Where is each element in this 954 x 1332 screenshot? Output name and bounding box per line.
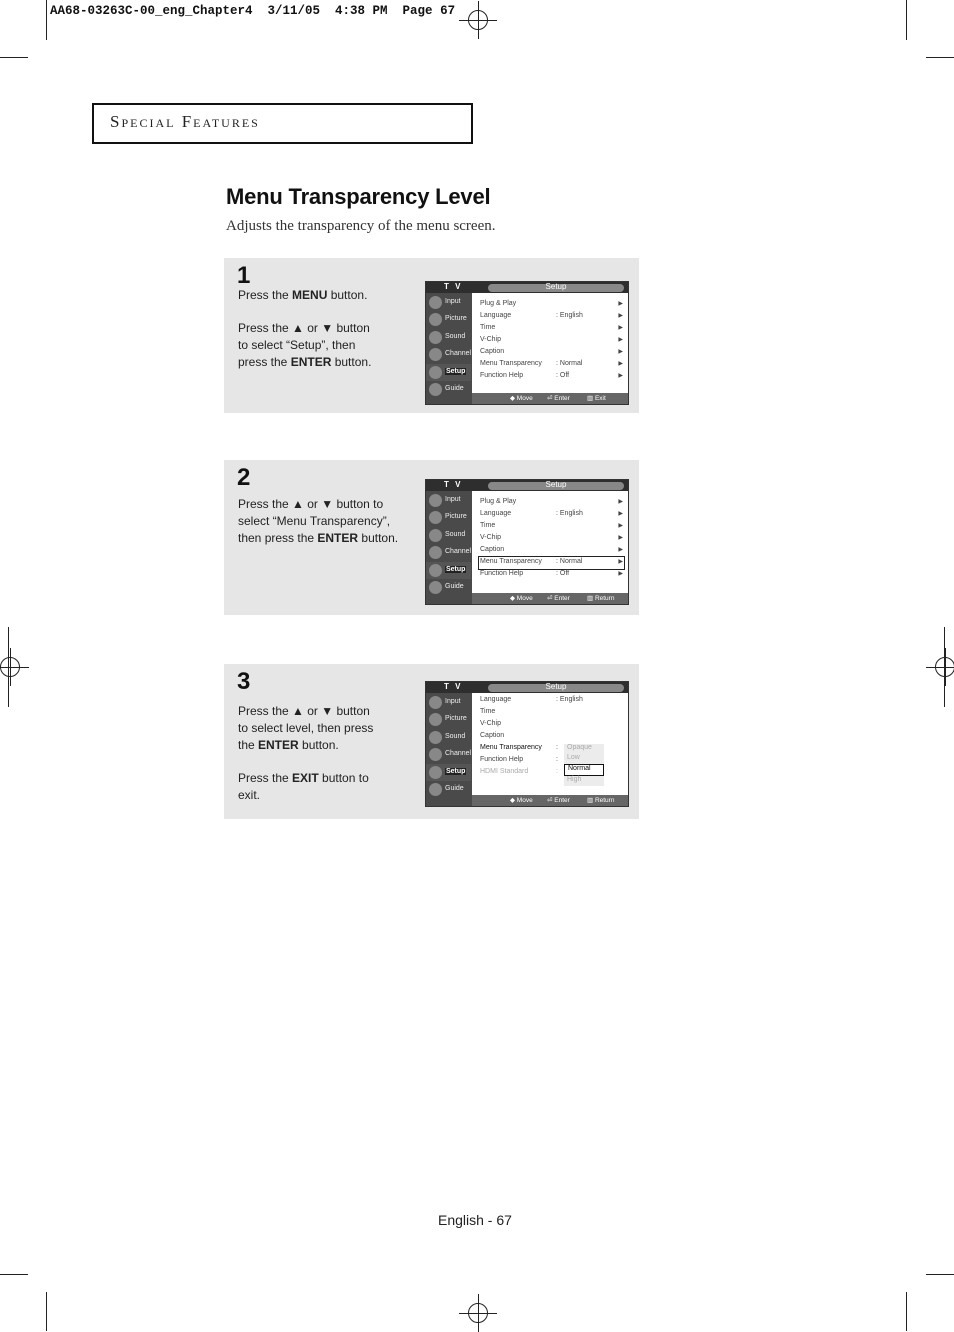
tv-sidebar-label: Sound <box>445 530 466 538</box>
button-name: ENTER <box>258 738 299 752</box>
tv-sidebar-item-picture[interactable] <box>426 311 471 328</box>
print-slug: AA68-03263C-00_eng_Chapter4 3/11/05 4:38 PM Page 67 <box>50 4 456 18</box>
tv-sidebar-label: Picture <box>445 513 467 521</box>
tv-sidebar-item-sound[interactable] <box>426 527 471 544</box>
tv-sidebar <box>426 294 471 398</box>
tv-menu-row-value: : English <box>556 312 583 319</box>
right-arrow-icon: ▶ <box>618 301 623 307</box>
tv-sidebar-item-guide[interactable] <box>426 579 471 596</box>
registration-mark-icon <box>468 10 488 30</box>
step-instructions <box>238 496 403 563</box>
picture-icon <box>429 313 442 326</box>
tv-menu-row[interactable] <box>480 696 623 706</box>
tv-label: T V <box>444 480 463 489</box>
tv-sidebar-label: Input <box>445 298 461 305</box>
tv-menu-row-value: : Normal <box>556 360 583 367</box>
tv-label: T V <box>444 682 463 691</box>
back-hint: ▥ Return <box>587 595 615 602</box>
tv-menu-row-label: HDMI Standard <box>480 768 529 775</box>
right-arrow-icon: ▶ <box>618 499 623 505</box>
crop-mark <box>926 1274 954 1275</box>
tv-menu-row[interactable] <box>480 732 623 742</box>
tv-menu-row-label: Time <box>480 708 496 715</box>
tv-menu-row-label: Time <box>480 522 496 529</box>
tv-sidebar-label: Guide <box>445 784 464 792</box>
instruction-text: Press the ▲ or ▼ button to select level, then press the <box>238 704 374 752</box>
tv-sidebar-label: Setup <box>446 767 466 775</box>
instruction-text: button. <box>327 288 368 302</box>
picture-icon <box>429 511 442 524</box>
tv-menu-row[interactable] <box>480 546 623 556</box>
page-subtitle: Adjusts the transparency of the menu screen. <box>226 218 496 234</box>
crop-mark <box>0 57 28 58</box>
guide-icon <box>429 383 442 396</box>
instruction-text: button to exit. <box>238 771 369 802</box>
tv-menu-tab-label: Setup <box>545 682 567 691</box>
crop-mark <box>46 1292 47 1331</box>
right-arrow-icon: ▶ <box>618 547 623 553</box>
tv-menu-row[interactable] <box>480 372 623 382</box>
tv-sidebar-item-setup[interactable] <box>426 364 471 381</box>
registration-mark-icon <box>468 1303 488 1323</box>
tv-menu-row[interactable] <box>480 534 623 544</box>
tv-sidebar-label: Setup <box>446 565 466 573</box>
tv-sidebar-label: Input <box>445 698 461 705</box>
tv-menu-screen <box>425 281 629 405</box>
input-icon <box>429 494 442 507</box>
tv-menu-footer <box>472 393 628 404</box>
setup-icon <box>429 564 442 577</box>
tv-menu-content <box>472 491 628 595</box>
tv-menu-row-label: V-Chip <box>480 720 502 727</box>
enter-hint: ⏎ Enter <box>547 595 570 602</box>
section-header: Special Features <box>110 112 260 131</box>
step-panel-3 <box>224 664 639 819</box>
tv-sidebar-item-setup[interactable] <box>426 562 471 579</box>
step-instructions <box>238 287 378 387</box>
tv-menu-row[interactable] <box>480 720 623 730</box>
tv-menu-tab-label: Setup <box>545 282 567 291</box>
tv-menu-row-label: V-Chip <box>480 534 502 541</box>
right-arrow-icon: ▶ <box>618 571 623 577</box>
move-hint: ◆ Move <box>510 395 533 402</box>
step-number: 3 <box>237 668 251 695</box>
right-arrow-icon: ▶ <box>618 511 623 517</box>
tv-sidebar-label: Channel <box>445 548 472 556</box>
tv-sidebar-label: Guide <box>445 582 464 590</box>
right-arrow-icon: ▶ <box>618 373 623 379</box>
step-instructions <box>238 703 378 820</box>
tv-menu-row-value: : <box>556 768 558 775</box>
tv-sidebar-item-input[interactable] <box>426 694 471 711</box>
tv-sidebar <box>426 492 471 596</box>
button-name: ENTER <box>317 531 359 545</box>
tv-menu-tab <box>488 482 624 490</box>
tv-menu-row-label: Menu Transparency <box>480 558 542 565</box>
tv-menu-screen <box>425 681 629 807</box>
button-name: MENU <box>292 288 328 302</box>
tv-menu-row-label: Function Help <box>480 372 524 379</box>
tv-menu-row-label: Menu Transparency <box>480 744 542 751</box>
tv-sidebar-item-picture[interactable] <box>426 711 471 728</box>
right-arrow-icon: ▶ <box>618 361 623 367</box>
sound-icon <box>429 731 442 744</box>
tv-sidebar-item-channel[interactable] <box>426 544 471 561</box>
guide-icon <box>429 581 442 594</box>
tv-menu-row-label: Caption <box>480 732 505 739</box>
tv-menu-row-label: Plug & Play <box>480 300 517 307</box>
guide-icon <box>429 783 442 796</box>
channel-icon <box>429 748 442 761</box>
tv-menu-row-label: Function Help <box>480 570 524 577</box>
tv-sidebar-item-picture[interactable] <box>426 509 471 526</box>
registration-mark-icon <box>935 657 954 677</box>
tv-menu-row[interactable] <box>480 498 623 508</box>
crop-mark <box>926 57 954 58</box>
tv-menu-row-label: Caption <box>480 348 505 355</box>
tv-menu-row[interactable] <box>480 360 623 370</box>
transparency-option[interactable]: Low <box>564 754 604 764</box>
crop-mark <box>46 0 47 40</box>
page-footer: English - 67 <box>438 1212 512 1228</box>
step-paragraph <box>238 496 403 547</box>
tv-sidebar-label: Guide <box>445 384 464 392</box>
tv-menu-content <box>472 293 628 395</box>
sound-icon <box>429 331 442 344</box>
tv-sidebar-item-input[interactable] <box>426 492 471 509</box>
tv-sidebar-item-sound[interactable] <box>426 729 471 746</box>
back-hint: ▥ Exit <box>587 395 606 402</box>
instruction-text: button. <box>298 738 339 752</box>
tv-menu-row-label: Language <box>480 312 512 319</box>
transparency-option[interactable]: Normal <box>564 764 604 776</box>
section-header-box <box>92 103 473 144</box>
sound-icon <box>429 529 442 542</box>
step-number: 1 <box>237 262 251 289</box>
tv-sidebar-label: Sound <box>445 332 466 340</box>
step-panel-1 <box>224 258 639 413</box>
tv-menu-row[interactable] <box>480 558 623 568</box>
move-hint: ◆ Move <box>510 595 533 602</box>
crop-mark <box>0 1274 28 1275</box>
tv-sidebar-item-setup[interactable] <box>426 764 471 781</box>
tv-menu-row[interactable] <box>480 348 623 358</box>
step-paragraph <box>238 770 378 804</box>
tv-menu-header <box>426 682 628 693</box>
tv-menu-row[interactable] <box>480 300 623 310</box>
tv-menu-row-value: : <box>556 756 558 763</box>
registration-mark-icon <box>0 657 20 677</box>
tv-menu-row-label: Language <box>480 510 512 517</box>
crop-mark <box>906 1292 907 1331</box>
right-arrow-icon: ▶ <box>618 325 623 331</box>
tv-menu-row-value: : English <box>556 696 583 703</box>
step-number: 2 <box>237 464 251 491</box>
crop-mark <box>906 0 907 40</box>
channel-icon <box>429 546 442 559</box>
tv-menu-row[interactable] <box>480 522 623 532</box>
tv-sidebar-item-guide[interactable] <box>426 781 471 798</box>
tv-menu-tab <box>488 284 624 292</box>
step-paragraph <box>238 703 378 754</box>
tv-menu-row[interactable] <box>480 336 623 346</box>
input-icon <box>429 296 442 309</box>
tv-sidebar-label: Picture <box>445 715 467 723</box>
tv-menu-row[interactable] <box>480 312 623 322</box>
picture-icon <box>429 713 442 726</box>
tv-menu-row[interactable] <box>480 570 623 580</box>
page-title: Menu Transparency Level <box>226 184 491 209</box>
step-paragraph <box>238 287 378 304</box>
move-hint: ◆ Move <box>510 797 533 804</box>
instruction-text: button. <box>358 531 399 545</box>
tv-sidebar <box>426 694 471 798</box>
tv-menu-footer <box>472 593 628 604</box>
tv-menu-content <box>472 693 628 797</box>
tv-menu-tab <box>488 684 624 692</box>
right-arrow-icon: ▶ <box>618 337 623 343</box>
right-arrow-icon: ▶ <box>618 313 623 319</box>
button-name: EXIT <box>292 771 319 785</box>
tv-sidebar-item-channel[interactable] <box>426 346 471 363</box>
tv-menu-row-value: : Off <box>556 570 570 577</box>
tv-sidebar-label: Setup <box>446 367 466 375</box>
transparency-option[interactable]: High <box>564 776 604 786</box>
tv-menu-row-label: Plug & Play <box>480 498 517 505</box>
right-arrow-icon: ▶ <box>618 559 623 565</box>
tv-sidebar-label: Channel <box>445 350 472 358</box>
tv-menu-row-value: : Normal <box>556 558 583 565</box>
tv-menu-row[interactable] <box>480 708 623 718</box>
right-arrow-icon: ▶ <box>618 523 623 529</box>
enter-hint: ⏎ Enter <box>547 395 570 402</box>
instruction-text: Press the <box>238 288 293 302</box>
transparency-options <box>564 744 604 786</box>
tv-menu-row-label: Time <box>480 324 496 331</box>
tv-menu-footer <box>472 795 628 806</box>
tv-menu-row[interactable] <box>480 510 623 520</box>
tv-sidebar-label: Picture <box>445 315 467 323</box>
tv-menu-tab-label: Setup <box>545 480 567 489</box>
tv-menu-row-value: : Off <box>556 372 570 379</box>
tv-menu-row-value: : English <box>556 510 583 517</box>
tv-menu-screen <box>425 479 629 605</box>
tv-sidebar-item-channel[interactable] <box>426 746 471 763</box>
enter-hint: ⏎ Enter <box>547 797 570 804</box>
tv-menu-row-value: : <box>556 744 558 751</box>
tv-sidebar-item-sound[interactable] <box>426 329 471 346</box>
tv-menu-row-label: Function Help <box>480 756 524 763</box>
tv-sidebar-label: Input <box>445 496 461 503</box>
channel-icon <box>429 348 442 361</box>
setup-icon <box>429 766 442 779</box>
input-icon <box>429 696 442 709</box>
transparency-option[interactable]: Opaque <box>564 744 604 754</box>
tv-menu-header <box>426 480 628 491</box>
tv-sidebar-item-input[interactable] <box>426 294 471 311</box>
right-arrow-icon: ▶ <box>618 535 623 541</box>
button-name: ENTER <box>290 355 332 369</box>
tv-menu-row-label: Menu Transparency <box>480 360 542 367</box>
setup-icon <box>429 366 442 379</box>
instruction-text: Press the ▲ or ▼ button to select “Menu Transparency”, then press the <box>238 497 391 545</box>
tv-sidebar-label: Sound <box>445 732 466 740</box>
tv-label: T V <box>444 282 463 291</box>
right-arrow-icon: ▶ <box>618 349 623 355</box>
tv-menu-row-label: V-Chip <box>480 336 502 343</box>
step-panel-2 <box>224 460 639 615</box>
back-hint: ▥ Return <box>587 797 615 804</box>
instruction-text: Press the <box>238 771 293 785</box>
tv-menu-row-label: Language <box>480 696 512 703</box>
tv-menu-header <box>426 282 628 293</box>
tv-sidebar-item-guide[interactable] <box>426 381 471 398</box>
step-paragraph <box>238 320 378 371</box>
tv-sidebar-label: Channel <box>445 750 472 758</box>
instruction-text: button. <box>331 355 372 369</box>
instruction-text: Press the ▲ or ▼ button to select “Setup”, then press the <box>238 321 370 369</box>
tv-menu-row-label: Caption <box>480 546 505 553</box>
tv-menu-row[interactable] <box>480 324 623 334</box>
